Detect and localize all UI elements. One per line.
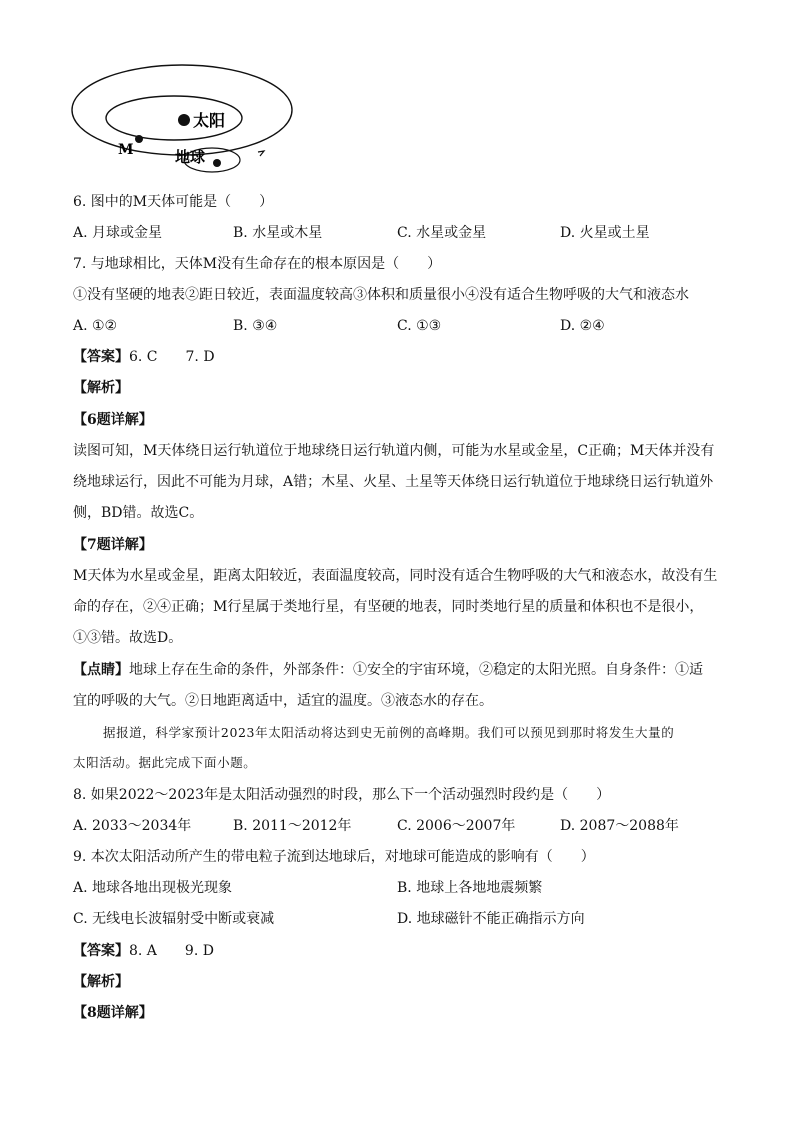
answer-label: 【答案】 [73, 349, 129, 365]
material-line-1: 据报道，科学家预计2023年太阳活动将达到史无前例的高峰期。我们可以预见到那时将发生大量的 [103, 725, 675, 740]
dianjing-text: 地球上存在生命的条件，外部条件：①安全的宇宙环境，②稳定的太阳光照。自身条件：①适 [129, 662, 703, 678]
q7-option-c: C. ①③ [397, 318, 442, 334]
answer-block-1 [73, 347, 215, 367]
orbit-arrow [258, 151, 264, 156]
q7-option-a: A. ①② [73, 318, 118, 334]
dianjing-line-2: 宜的呼吸的大气。②日地距离适中，适宜的温度。③液态水的存在。 [73, 693, 493, 709]
q8-option-a: A. 2033～2034年 [73, 818, 192, 834]
q6-stem: 6. 图中的M天体可能是（ ） [73, 194, 274, 210]
q7-stem: 7. 与地球相比，天体M没有生命存在的根本原因是（ ） [73, 256, 442, 272]
sun-label: 太阳 [193, 111, 226, 130]
detail6-line: 绕地球运行，因此不可能为月球，A错；木星、火星、土星等天体绕日运行轨道位于地球绕日运行轨道外 [73, 474, 714, 490]
answer-text: 8. A 9. D [129, 943, 214, 959]
q7-statement: ①没有坚硬的地表②距日较近，表面温度较高③体积和质量很小④没有适合生物呼吸的大气和液态水 [73, 287, 689, 303]
m-dot [135, 135, 143, 143]
orbit-diagram [62, 62, 302, 192]
q8-option-b: B. 2011～2012年 [233, 818, 352, 834]
q6-option-d: D. 火星或土星 [560, 225, 650, 241]
m-label: M [118, 142, 134, 158]
dianjing-label: 【点睛】 [73, 662, 129, 678]
answer-block-2 [73, 941, 214, 961]
q7-option-b: B. ③④ [233, 318, 278, 334]
q8-option-c: C. 2006～2007年 [397, 818, 516, 834]
dianjing-line-1 [73, 660, 703, 680]
material-line-2: 太阳活动。据此完成下面小题。 [73, 755, 257, 770]
q8-stem: 8. 如果2022～2023年是太阳活动强烈的时段，那么下一个活动强烈时段约是（ ） [73, 787, 611, 803]
q6-option-b: B. 水星或木星 [233, 225, 323, 241]
q9-stem: 9. 本次太阳活动所产生的带电粒子流到达地球后，对地球可能造成的影响有（ ） [73, 849, 595, 865]
detail6-line: 读图可知，M天体绕日运行轨道位于地球绕日运行轨道内侧，可能为水星或金星，C正确；M天体并没有 [73, 443, 715, 459]
earth-dot [213, 159, 221, 167]
detail7-line: ①③错。故选D。 [73, 630, 183, 646]
q8-option-d: D. 2087～2088年 [560, 818, 679, 834]
detail8-title: 【8题详解】 [73, 1005, 153, 1021]
answer-text: 6. C 7. D [129, 349, 215, 365]
detail7-line: M天体为水星或金星，距离太阳较近，表面温度较高，同时没有适合生物呼吸的大气和液态水，故没有生 [73, 568, 718, 584]
earth-label: 地球 [175, 148, 206, 166]
detail7-title: 【7题详解】 [73, 537, 153, 553]
q9-option-c: C. 无线电长波辐射受中断或衰减 [73, 911, 275, 927]
outer-orbit [72, 65, 292, 155]
q6-option-a: A. 月球或金星 [73, 225, 163, 241]
q7-option-d: D. ②④ [560, 318, 605, 334]
detail6-line: 侧，BD错。故选C。 [73, 505, 204, 521]
orbit-svg [62, 62, 302, 192]
analysis-label-1: 【解析】 [73, 380, 129, 396]
q9-option-b: B. 地球上各地地震频繁 [397, 880, 543, 896]
detail7-line: 命的存在，②④正确；M行星属于类地行星，有坚硬的地表，同时类地行星的质量和体积也不是很小， [73, 599, 704, 615]
analysis-label-2: 【解析】 [73, 974, 129, 990]
q9-option-d: D. 地球磁针不能正确指示方向 [397, 911, 585, 927]
q6-option-c: C. 水星或金星 [397, 225, 487, 241]
sun-dot [178, 114, 190, 126]
q9-option-a: A. 地球各地出现极光现象 [73, 880, 233, 896]
answer-label: 【答案】 [73, 943, 129, 959]
detail6-title: 【6题详解】 [73, 412, 153, 428]
